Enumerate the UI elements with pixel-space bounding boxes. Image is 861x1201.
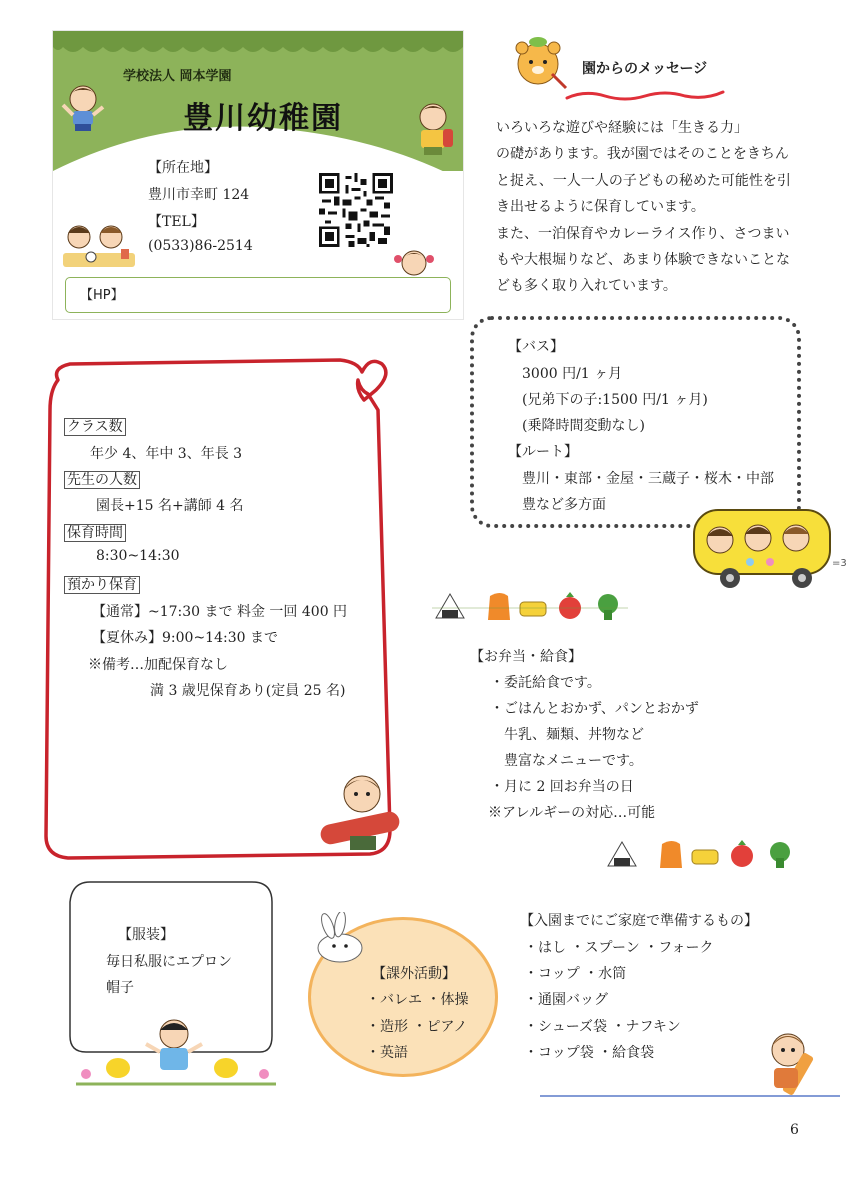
- food-characters-row-bottom: [602, 836, 802, 876]
- message-line: と捉え、一人一人の子どもの秘めた可能性を引: [496, 172, 791, 189]
- class-count-label: クラス数: [64, 418, 126, 436]
- prepare-line: ・はし ・スプーン ・フォーク: [524, 940, 714, 956]
- school-info-card: [52, 30, 464, 320]
- lunch-line: 豊富なメニューです。: [504, 753, 643, 769]
- route-label: 【ルート】: [508, 444, 578, 460]
- school-bus-icon: [690, 500, 850, 590]
- children-eating-illustration: [61, 221, 137, 271]
- clothes-title: 【服装】: [118, 927, 174, 943]
- tel-label: 【TEL】: [148, 214, 205, 230]
- lunch-line: ※アレルギーの対応…可能: [488, 805, 656, 821]
- red-brush-underline: [565, 84, 725, 106]
- girl-peeking-illustration: [389, 247, 439, 277]
- boy-jumping-illustration: [61, 83, 105, 133]
- qr-code-icon[interactable]: [319, 173, 393, 247]
- lunch-line: ・委託給食です。: [490, 675, 601, 691]
- hours-value: 8:30~14:30: [96, 548, 180, 564]
- child-with-pencil-icon: [762, 1028, 826, 1100]
- address-label: 【所在地】: [148, 160, 218, 176]
- hours-label: 保育時間: [64, 524, 126, 542]
- food-characters-row-top: [430, 588, 630, 628]
- school-corporation: 学校法人 岡本学園: [123, 69, 232, 84]
- hp-box[interactable]: [65, 277, 451, 313]
- message-title: 園からのメッセージ: [582, 61, 708, 77]
- boy-with-backpack-illustration: [413, 101, 457, 159]
- extended-care-summer: 【夏休み】9:00~14:30 まで: [92, 630, 278, 646]
- remark: ※備考…加配保育なし: [88, 657, 228, 673]
- prepare-line: ・シューズ袋 ・ナフキン: [524, 1019, 681, 1035]
- class-count-value: 年少 4、年中 3、年長 3: [90, 446, 243, 462]
- hp-label: 【HP】: [80, 288, 124, 303]
- svg-text:=3: =3: [832, 558, 847, 569]
- bus-label: 【バス】: [508, 339, 564, 355]
- bear-with-brush-icon: [508, 30, 568, 92]
- extra-line-3: ・英語: [366, 1045, 408, 1061]
- lunch-line: ・ごはんとおかず、パンとおかず: [490, 701, 699, 717]
- bus-fee: 3000 円/1 ヶ月: [522, 366, 623, 382]
- remark-line-2: 満 3 歳児保育あり(定員 25 名): [150, 683, 346, 699]
- kindergarten-name: 豊川幼稚園: [183, 101, 343, 136]
- boy-with-crayon-icon: [316, 770, 406, 854]
- message-line: また、一泊保育やカレーライス作り、さつまい: [496, 225, 790, 242]
- prepare-line: ・コップ袋 ・給食袋: [524, 1045, 655, 1061]
- page-number: 6: [790, 1122, 799, 1138]
- extended-care-normal: 【通常】~17:30 まで 料金 一回 400 円: [92, 604, 348, 620]
- bottom-divider-line: [540, 1094, 840, 1098]
- message-body: [496, 115, 826, 300]
- message-line: もや大根堀りなど、あまり体験できないことな: [496, 252, 790, 269]
- route-line-2: 豊など多方面: [522, 497, 606, 513]
- teachers-label: 先生の人数: [64, 471, 140, 489]
- prepare-title: 【入園までにご家庭で準備するもの】: [520, 913, 758, 929]
- lunch-line: 牛乳、麺類、丼物など: [504, 727, 644, 743]
- address-value: 豊川市幸町 124: [148, 187, 250, 203]
- rabbit-icon: [306, 912, 370, 970]
- prepare-line: ・通園バッグ: [524, 992, 608, 1008]
- route-line-1: 豊川・東部・金屋・三蔵子・桜木・中部: [522, 471, 774, 487]
- clothes-line-2: 帽子: [106, 980, 134, 996]
- extended-care-label: 預かり保育: [64, 576, 140, 594]
- clothes-line-1: 毎日私服にエプロン: [106, 954, 232, 970]
- lunch-line: ・月に 2 回お弁当の日: [490, 779, 634, 795]
- message-line: の礎があります。我が園ではそのことをきちん: [496, 146, 789, 163]
- bus-note: (乗降時間変動なし): [522, 418, 645, 434]
- message-line: き出せるように保育しています。: [496, 199, 705, 216]
- extra-title: 【課外活動】: [372, 966, 456, 982]
- boy-with-chicks-illustration: [76, 1016, 276, 1088]
- message-line: ども多く取り入れています。: [496, 278, 677, 295]
- extra-line-1: ・バレエ ・体操: [366, 992, 469, 1008]
- teachers-value: 園長+15 名+講師 4 名: [96, 498, 244, 514]
- tel-value: (0533)86-2514: [148, 238, 253, 254]
- message-line: いろいろな遊びや経験には「生きる力」: [496, 120, 748, 136]
- lunch-title: 【お弁当・給食】: [470, 649, 582, 665]
- bus-sibling-fee: (兄弟下の子:1500 円/1 ヶ月): [522, 392, 708, 408]
- extra-line-2: ・造形 ・ピアノ: [366, 1019, 468, 1035]
- prepare-line: ・コップ ・水筒: [524, 966, 627, 982]
